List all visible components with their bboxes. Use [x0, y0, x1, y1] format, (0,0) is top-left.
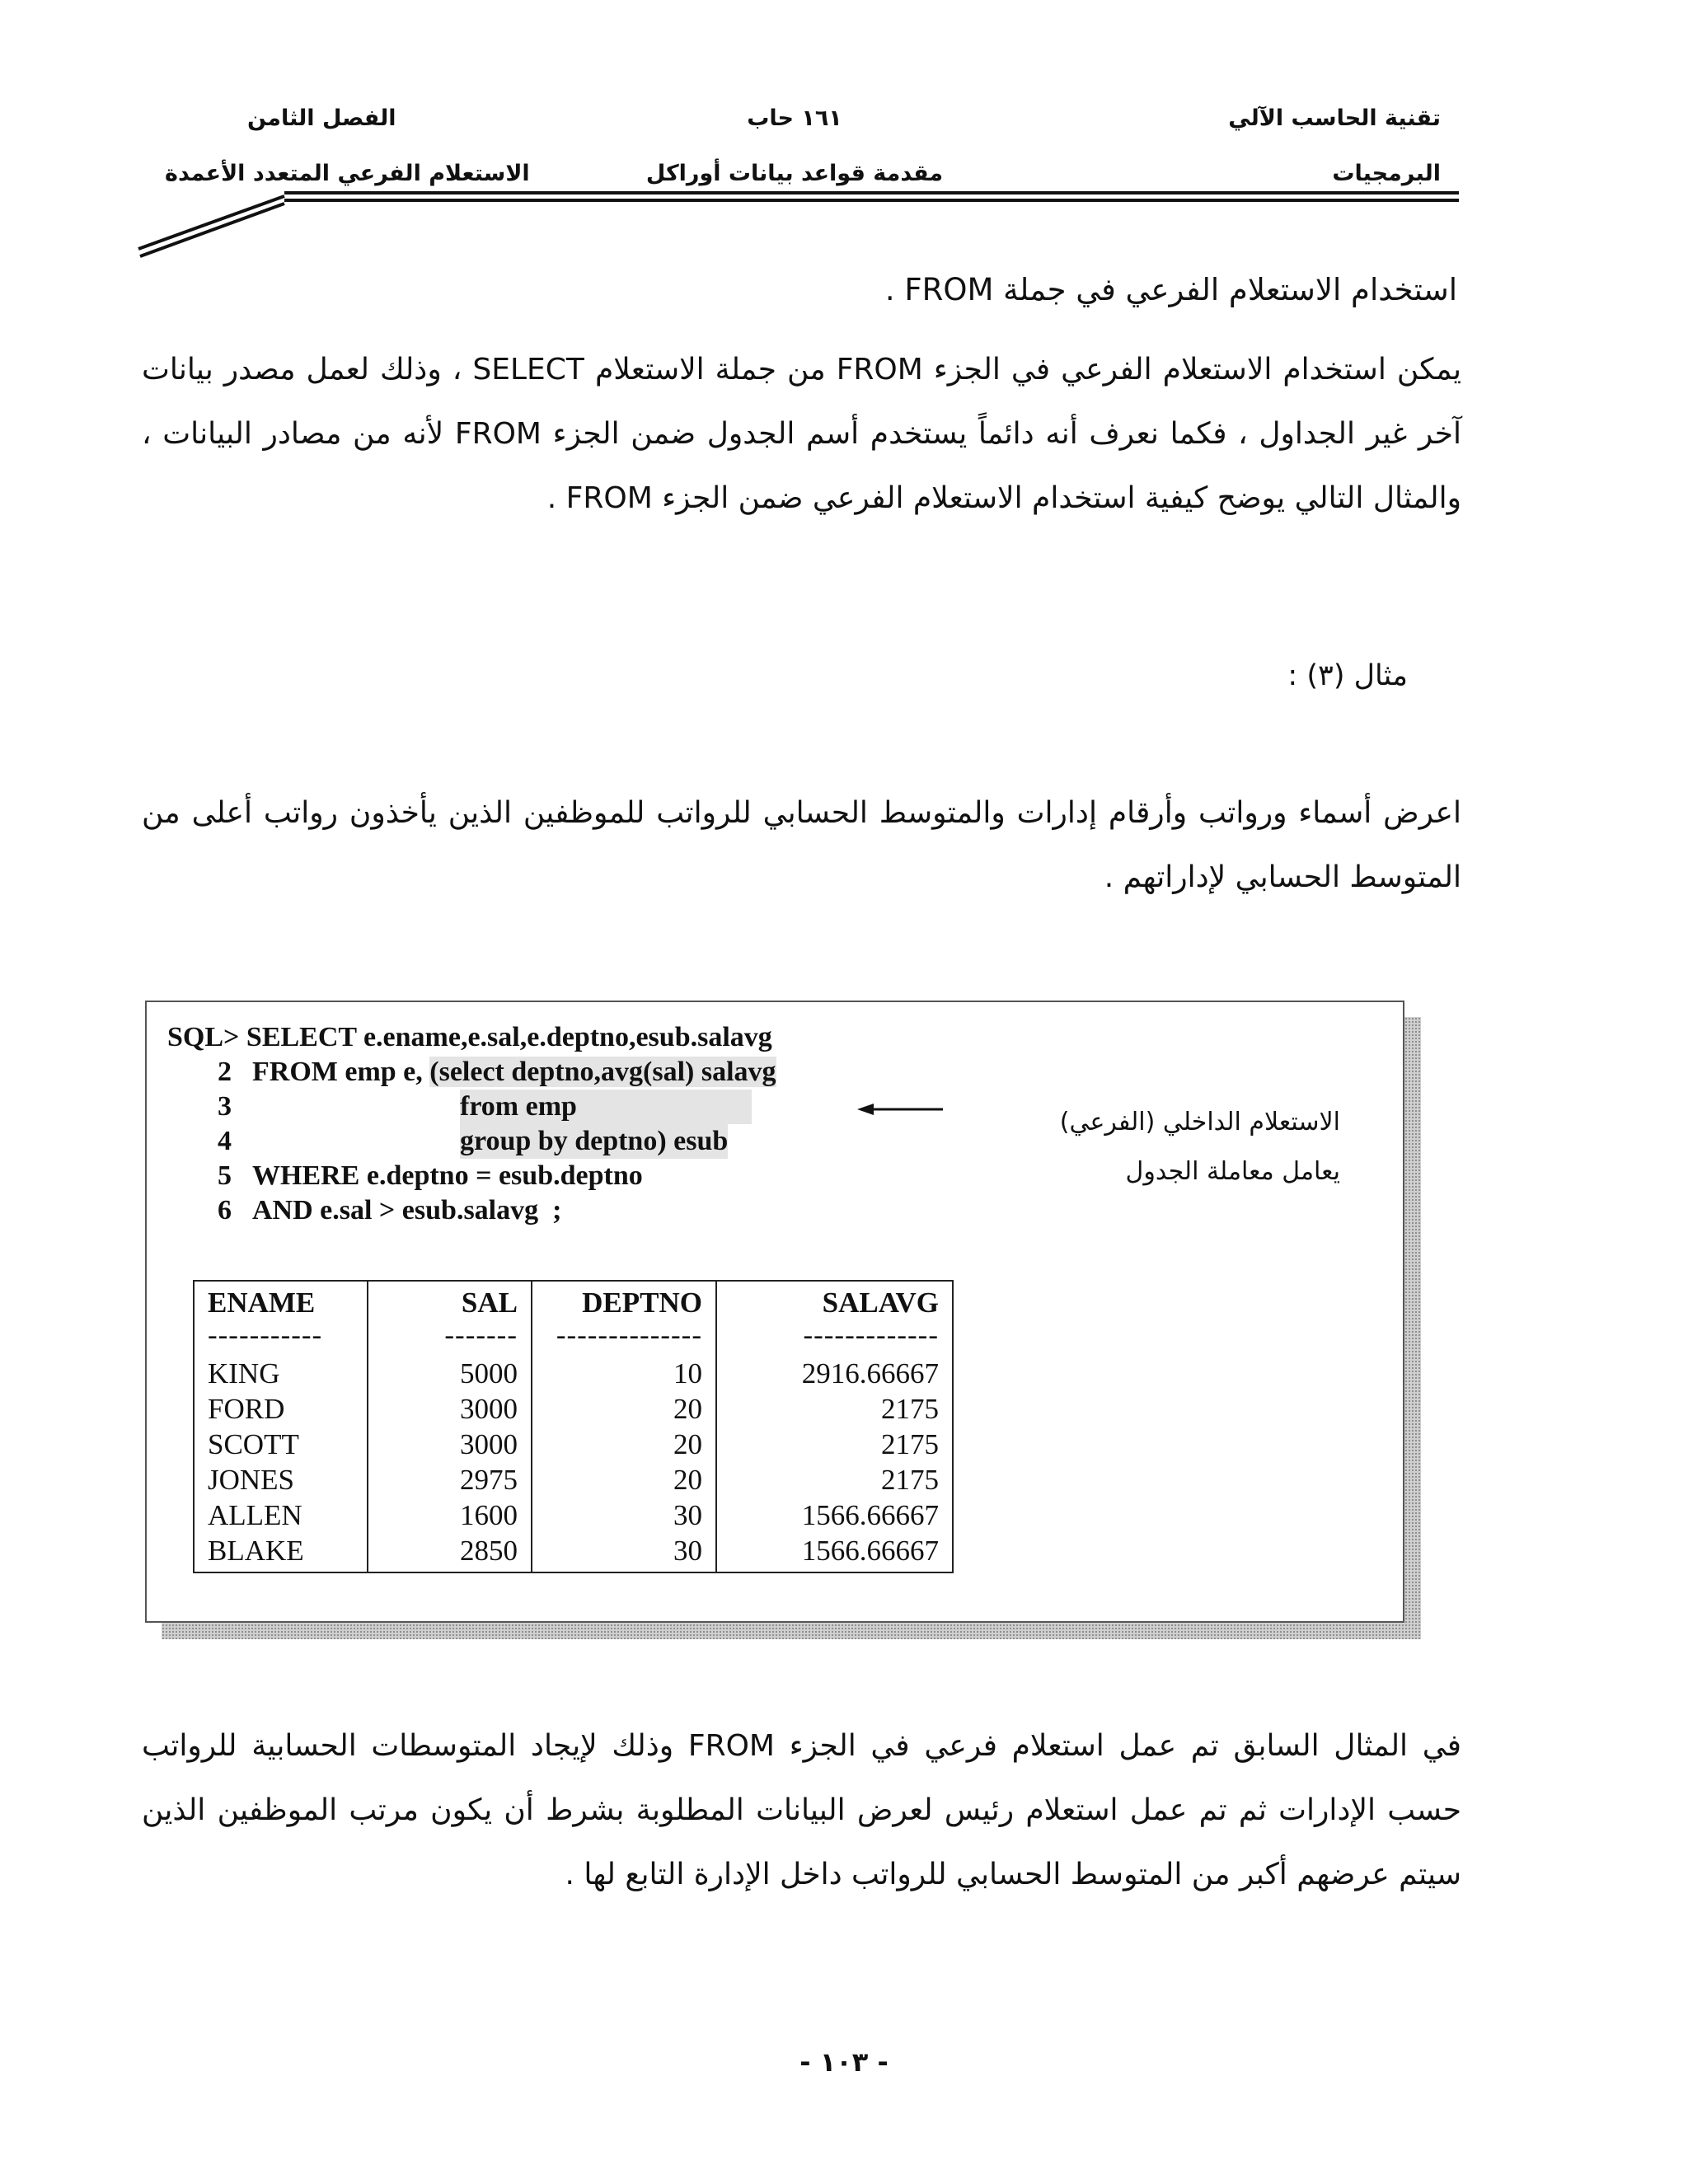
cell-deptno: 20: [532, 1391, 716, 1427]
header-chapter-topic: الاستعلام الفرعي المتعدد الأعمدة: [165, 161, 530, 186]
cell-salavg: 2175: [716, 1462, 953, 1497]
sql-line-number: 4: [218, 1126, 232, 1156]
header-chapter: الفصل الثامن: [247, 105, 396, 131]
cell-sal: 3000: [368, 1391, 532, 1427]
sql-line-5: WHERE e.deptno = esub.deptno: [252, 1160, 643, 1191]
arrow-left-icon: [856, 1097, 946, 1122]
cell-ename: ALLEN: [194, 1497, 368, 1533]
column-header-deptno: DEPTNO: [532, 1281, 716, 1323]
annotation-line-2: يعامل معاملة الجدول: [1125, 1157, 1340, 1186]
cell-salavg: 2175: [716, 1427, 953, 1462]
sql-line-number: 3: [218, 1091, 232, 1122]
sql-line-number: 5: [218, 1160, 232, 1191]
cell-ename: KING: [194, 1356, 368, 1391]
table-separator-row: [194, 1323, 953, 1356]
sql-code: [147, 1020, 1053, 1268]
separator-dashes: -------------: [716, 1323, 953, 1356]
cell-deptno: 10: [532, 1356, 716, 1391]
conclusion-paragraph: في المثال السابق تم عمل استعلام فرعي في الجزء FROM وذلك لإيجاد المتوسطات الحسابية للرواتب حسب الإدارات ثم تم عمل استعلام رئيس لعرض البيانات المطلوبة بشرط أن يكون مرتب الموظفين الذين سيتم عرضهم أكبر من المتوسط الحسابي للرواتب داخل الإدارة التابع لها .: [142, 1729, 1461, 1891]
subquery-highlight: (select deptno,avg(sal) salavg: [429, 1057, 776, 1087]
task-paragraph: اعرض أسماء ورواتب وأرقام إدارات والمتوسط الحسابي للرواتب للموظفين الذين يأخذون رواتب أعلى من المتوسط الحسابي لإداراتهم .: [142, 796, 1461, 894]
table-row: [194, 1533, 953, 1572]
page-number: - ١٠٣ -: [799, 2046, 889, 2078]
cell-sal: 2850: [368, 1533, 532, 1572]
cell-salavg: 1566.66667: [716, 1533, 953, 1572]
table-row: [194, 1427, 953, 1462]
cell-sal: 5000: [368, 1356, 532, 1391]
separator-dashes: -------: [368, 1323, 532, 1356]
annotation-line-1: الاستعلام الداخلي (الفرعي): [1059, 1108, 1340, 1137]
separator-dashes: -----------: [194, 1323, 368, 1356]
table-row: [194, 1497, 953, 1533]
cell-salavg: 2175: [716, 1391, 953, 1427]
column-header-ename: ENAME: [194, 1281, 368, 1323]
sql-code-box: [145, 1001, 1404, 1623]
cell-deptno: 30: [532, 1497, 716, 1533]
cell-sal: 1600: [368, 1497, 532, 1533]
intro-paragraph: يمكن استخدام الاستعلام الفرعي في الجزء FROM من جملة الاستعلام SELECT ، وذلك لعمل مصدر بيانات آخر غير الجداول ، فكما نعرف أنه دائماً يستخدم أسم الجدول ضمن الجزء FROM لأنه من مصادر البيانات ، والمثال التالي يوضح كيفية استخدام الاستعلام الفرعي ضمن الجزء FROM .: [142, 353, 1461, 515]
cell-deptno: 20: [532, 1462, 716, 1497]
sql-line-6: AND e.sal > esub.salavg ;: [252, 1195, 562, 1226]
sql-line-2-main: FROM emp e,: [252, 1057, 430, 1087]
cell-deptno: 30: [532, 1533, 716, 1572]
header-department: البرمجيات: [1332, 161, 1441, 186]
cell-sal: 2975: [368, 1462, 532, 1497]
sql-line-number: 6: [218, 1195, 232, 1226]
result-table: [193, 1280, 954, 1573]
header-course-title: تقنية الحاسب الآلي: [1228, 105, 1441, 131]
example-label: مثال (٣) :: [1287, 659, 1408, 692]
table-row: [194, 1391, 953, 1427]
sql-line-1: SQL> SELECT e.ename,e.sal,e.deptno,esub.salavg: [167, 1022, 772, 1052]
cell-deptno: 20: [532, 1427, 716, 1462]
sql-line-number: 2: [218, 1057, 232, 1087]
table-row: [194, 1356, 953, 1391]
separator-dashes: --------------: [532, 1323, 716, 1356]
cell-ename: JONES: [194, 1462, 368, 1497]
cell-ename: SCOTT: [194, 1427, 368, 1462]
sql-line-2: [252, 1055, 776, 1090]
cell-salavg: 1566.66667: [716, 1497, 953, 1533]
header-course-code: ١٦١ حاب: [747, 105, 842, 131]
column-header-salavg: SALAVG: [716, 1281, 953, 1323]
column-header-sal: SAL: [368, 1281, 532, 1323]
cell-salavg: 2916.66667: [716, 1356, 953, 1391]
cell-ename: BLAKE: [194, 1533, 368, 1572]
cell-sal: 3000: [368, 1427, 532, 1462]
header-rule: [0, 0, 1688, 280]
sql-line-4: group by deptno) esub: [460, 1124, 728, 1159]
sql-line-3: from emp: [460, 1090, 752, 1124]
cell-ename: FORD: [194, 1391, 368, 1427]
table-row: [194, 1462, 953, 1497]
header-book-title: مقدمة قواعد بيانات أوراكل: [645, 161, 944, 186]
table-header-row: [194, 1281, 953, 1323]
section-title: استخدام الاستعلام الفرعي في جملة FROM .: [884, 272, 1457, 307]
